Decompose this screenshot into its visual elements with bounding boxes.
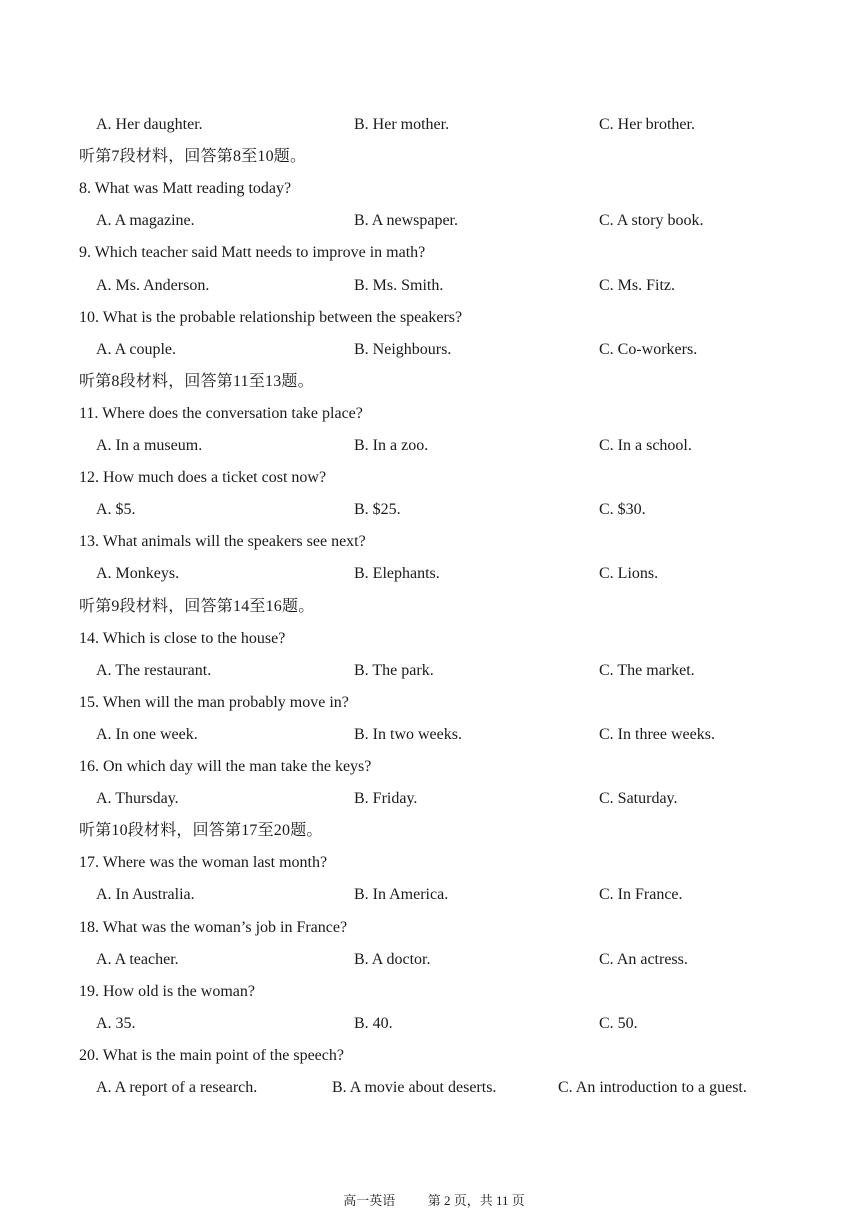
options-row	[0, 884, 868, 906]
footer-page-number: 第 2 页，共 11 页	[427, 1193, 525, 1208]
question	[0, 467, 868, 489]
section-instruction-text: 听第8段材料，回答第11至13题。	[79, 372, 314, 390]
options-row	[0, 435, 868, 457]
section-instruction	[0, 596, 868, 618]
question-text: 20. What is the main point of the speech?	[79, 1046, 344, 1064]
option-a: A. Ms. Anderson.	[96, 276, 210, 294]
question	[0, 531, 868, 553]
question-text: 12. How much does a ticket cost now?	[79, 469, 327, 487]
option-a: A. A magazine.	[96, 212, 195, 230]
question	[0, 756, 868, 778]
option-b: B. Neighbours.	[354, 340, 452, 358]
option-b: B. Ms. Smith.	[354, 276, 444, 294]
question-text: 9. Which teacher said Matt needs to improve in math?	[79, 244, 426, 262]
question-text: 11. Where does the conversation take place?	[79, 404, 363, 422]
option-c: C. The market.	[599, 661, 695, 679]
option-c: C. In France.	[599, 886, 683, 904]
options-row	[0, 210, 868, 232]
options-row	[0, 563, 868, 585]
options-row	[0, 1013, 868, 1035]
options-row	[0, 660, 868, 682]
section-instruction	[0, 820, 868, 842]
option-b: B. Her mother.	[354, 116, 450, 133]
footer-subject: 高一英语	[343, 1193, 396, 1208]
option-b: B. A newspaper.	[354, 212, 458, 230]
option-c: C. In three weeks.	[599, 725, 715, 743]
option-a: A. In Australia.	[96, 886, 195, 904]
option-b: B. The park.	[354, 661, 434, 679]
option-a: A. A teacher.	[96, 950, 179, 968]
options-row	[0, 339, 868, 361]
option-c: C. A story book.	[599, 212, 704, 230]
question-text: 15. When will the man probably move in?	[79, 693, 349, 711]
question	[0, 628, 868, 650]
option-a: A. A report of a research.	[96, 1079, 258, 1096]
option-a: A. In a museum.	[96, 437, 203, 454]
option-c: C. In a school.	[599, 437, 692, 454]
section-instruction-text: 听第10段材料，回答第17至20题。	[79, 822, 323, 840]
question	[0, 242, 868, 264]
option-c: C. An introduction to a guest.	[558, 1079, 747, 1096]
option-c: C. Ms. Fitz.	[599, 276, 676, 294]
option-b: B. 40.	[354, 1014, 393, 1032]
option-c: C. An actress.	[599, 950, 688, 968]
question-text: 13. What animals will the speakers see next?	[79, 533, 366, 551]
option-a: A. Thursday.	[96, 790, 179, 808]
option-a: A. The restaurant.	[96, 661, 212, 679]
option-c: C. 50.	[599, 1014, 638, 1032]
question-text: 8. What was Matt reading today?	[79, 180, 292, 198]
options-row	[0, 949, 868, 971]
option-a: A. Monkeys.	[96, 565, 180, 583]
options-row	[0, 724, 868, 746]
options-row	[0, 275, 868, 297]
question-text: 14. Which is close to the house?	[79, 629, 286, 647]
option-b: B. In two weeks.	[354, 725, 462, 743]
option-c: C. $30.	[599, 501, 646, 519]
option-b: B. In a zoo.	[354, 437, 429, 454]
question-text: 16. On which day will the man take the keys?	[79, 758, 372, 775]
question	[0, 852, 868, 874]
option-c: C. Her brother.	[599, 116, 695, 133]
option-a: A. $5.	[96, 501, 136, 519]
section-instruction	[0, 371, 868, 393]
option-b: B. In America.	[354, 886, 449, 904]
question-text: 10. What is the probable relationship between the speakers?	[79, 308, 463, 326]
option-b: B. Elephants.	[354, 565, 440, 583]
question	[0, 917, 868, 939]
option-c: C. Co-workers.	[599, 340, 698, 358]
question	[0, 307, 868, 329]
option-b: B. A movie about deserts.	[332, 1079, 497, 1096]
options-row	[0, 499, 868, 521]
section-instruction-text: 听第7段材料，回答第8至10题。	[79, 148, 307, 166]
question	[0, 403, 868, 425]
section-instruction	[0, 146, 868, 168]
option-b: B. Friday.	[354, 790, 418, 808]
option-a: A. A couple.	[96, 340, 176, 358]
option-b: B. $25.	[354, 501, 401, 519]
options-row	[0, 1077, 868, 1099]
option-c: C. Saturday.	[599, 790, 678, 808]
question	[0, 178, 868, 200]
option-b: B. A doctor.	[354, 950, 431, 968]
question	[0, 1045, 868, 1067]
option-a: A. In one week.	[96, 725, 198, 743]
options-row	[0, 114, 868, 136]
question-text: 18. What was the woman’s job in France?	[79, 918, 348, 936]
option-a: A. 35.	[96, 1014, 136, 1032]
page-footer	[0, 1192, 868, 1210]
question-text: 19. How old is the woman?	[79, 982, 255, 1000]
options-row	[0, 788, 868, 810]
question	[0, 981, 868, 1003]
question	[0, 692, 868, 714]
option-c: C. Lions.	[599, 565, 659, 583]
section-instruction-text: 听第9段材料，回答第14至16题。	[79, 597, 315, 615]
question-text: 17. Where was the woman last month?	[79, 854, 328, 872]
option-a: A. Her daughter.	[96, 116, 203, 133]
